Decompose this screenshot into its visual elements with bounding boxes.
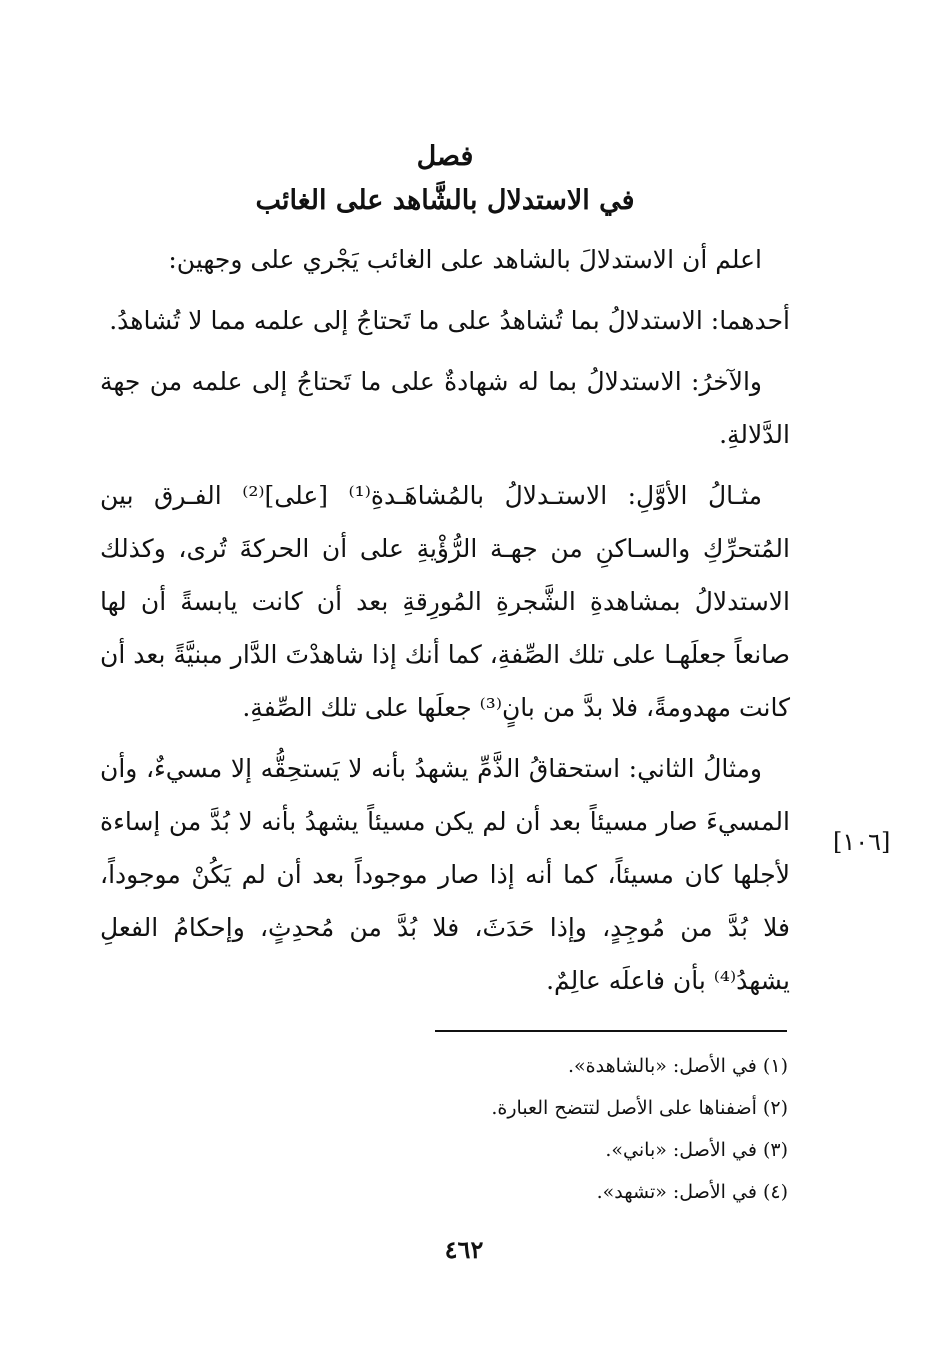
footnotes (228, 1045, 788, 1213)
paragraph-intro: اعلم أن الاستدلالَ بالشاهد على الغائب يَجْري على وجهين: (168, 245, 762, 274)
footnote-3: (٣) في الأصل: «باني». (605, 1139, 788, 1161)
main-text (100, 135, 790, 1015)
section-label: فصل (416, 141, 474, 172)
section-title: في الاستدلال بالشَّاهد على الغائب (255, 185, 635, 216)
footnote-divider (435, 1030, 787, 1032)
paragraph-first-example: مثـالُ الأوَّلِ: الاستـدلالُ بالمُشاهَـدةِ⁽¹⁾ [على]⁽²⁾ الفـرق بين المُتحرِّكِ والسـاكنِ من جهـة الرُّؤْيةِ على أن الحركةَ تُرى، وكذلك الاستدلالُ بمشاهدةِ الشَّجرةِ المُورِقةِ بعد أن كانت يابسةً أن لها صانعاً جعلَهـا على تلك الصِّفةِ، كما أنك إذا شاهدْتَ الدَّار مبنيَّةً بعد أن كانت مهدومةً، فلا بدَّ من بانٍ⁽³⁾ جعلَها على تلك الصِّفةِ. (100, 481, 790, 722)
footnote-1: (١) في الأصل: «بالشاهدة». (568, 1055, 788, 1077)
footnote-2: (٢) أضفناها على الأصل لتتضح العبارة. (491, 1097, 788, 1119)
paragraph-second-type: والآخرُ: الاستدلالُ بما له شهادةٌ على ما تَحتاجُ إلى علمه من جهة الدَّلالةِ. (100, 367, 790, 449)
footnote-4: (٤) في الأصل: «تشهد». (596, 1181, 788, 1203)
paragraph-first-type: أحدهما: الاستدلالُ بما تُشاهدُ على ما تَحتاجُ إلى علمه مما لا تُشاهدُ. (109, 306, 790, 335)
margin-page-reference: [١٠٦] (833, 828, 891, 856)
paragraph-second-example: ومثالُ الثاني: استحقاقُ الذَّمِّ يشهدُ بأنه لا يَستحِقُّه إلا مسيءٌ، وأن المسيءَ صار مسيئاً بعد أن لم يكن مسيئاً يشهدُ بأنه لا بُدَّ من إساءة لأجلها كان مسيئاً، كما أنه إذا صار موجوداً بعد أن لم يَكُنْ موجوداً، فلا بُدَّ من مُوجِدٍ، وإذا حَدَثَ، فلا بُدَّ من مُحدِثٍ، وإحكامُ الفعلِ يشهدُ⁽⁴⁾ بأن فاعلَه عالِمٌ. (100, 754, 790, 995)
page-number: ٤٦٢ (444, 1235, 484, 1264)
